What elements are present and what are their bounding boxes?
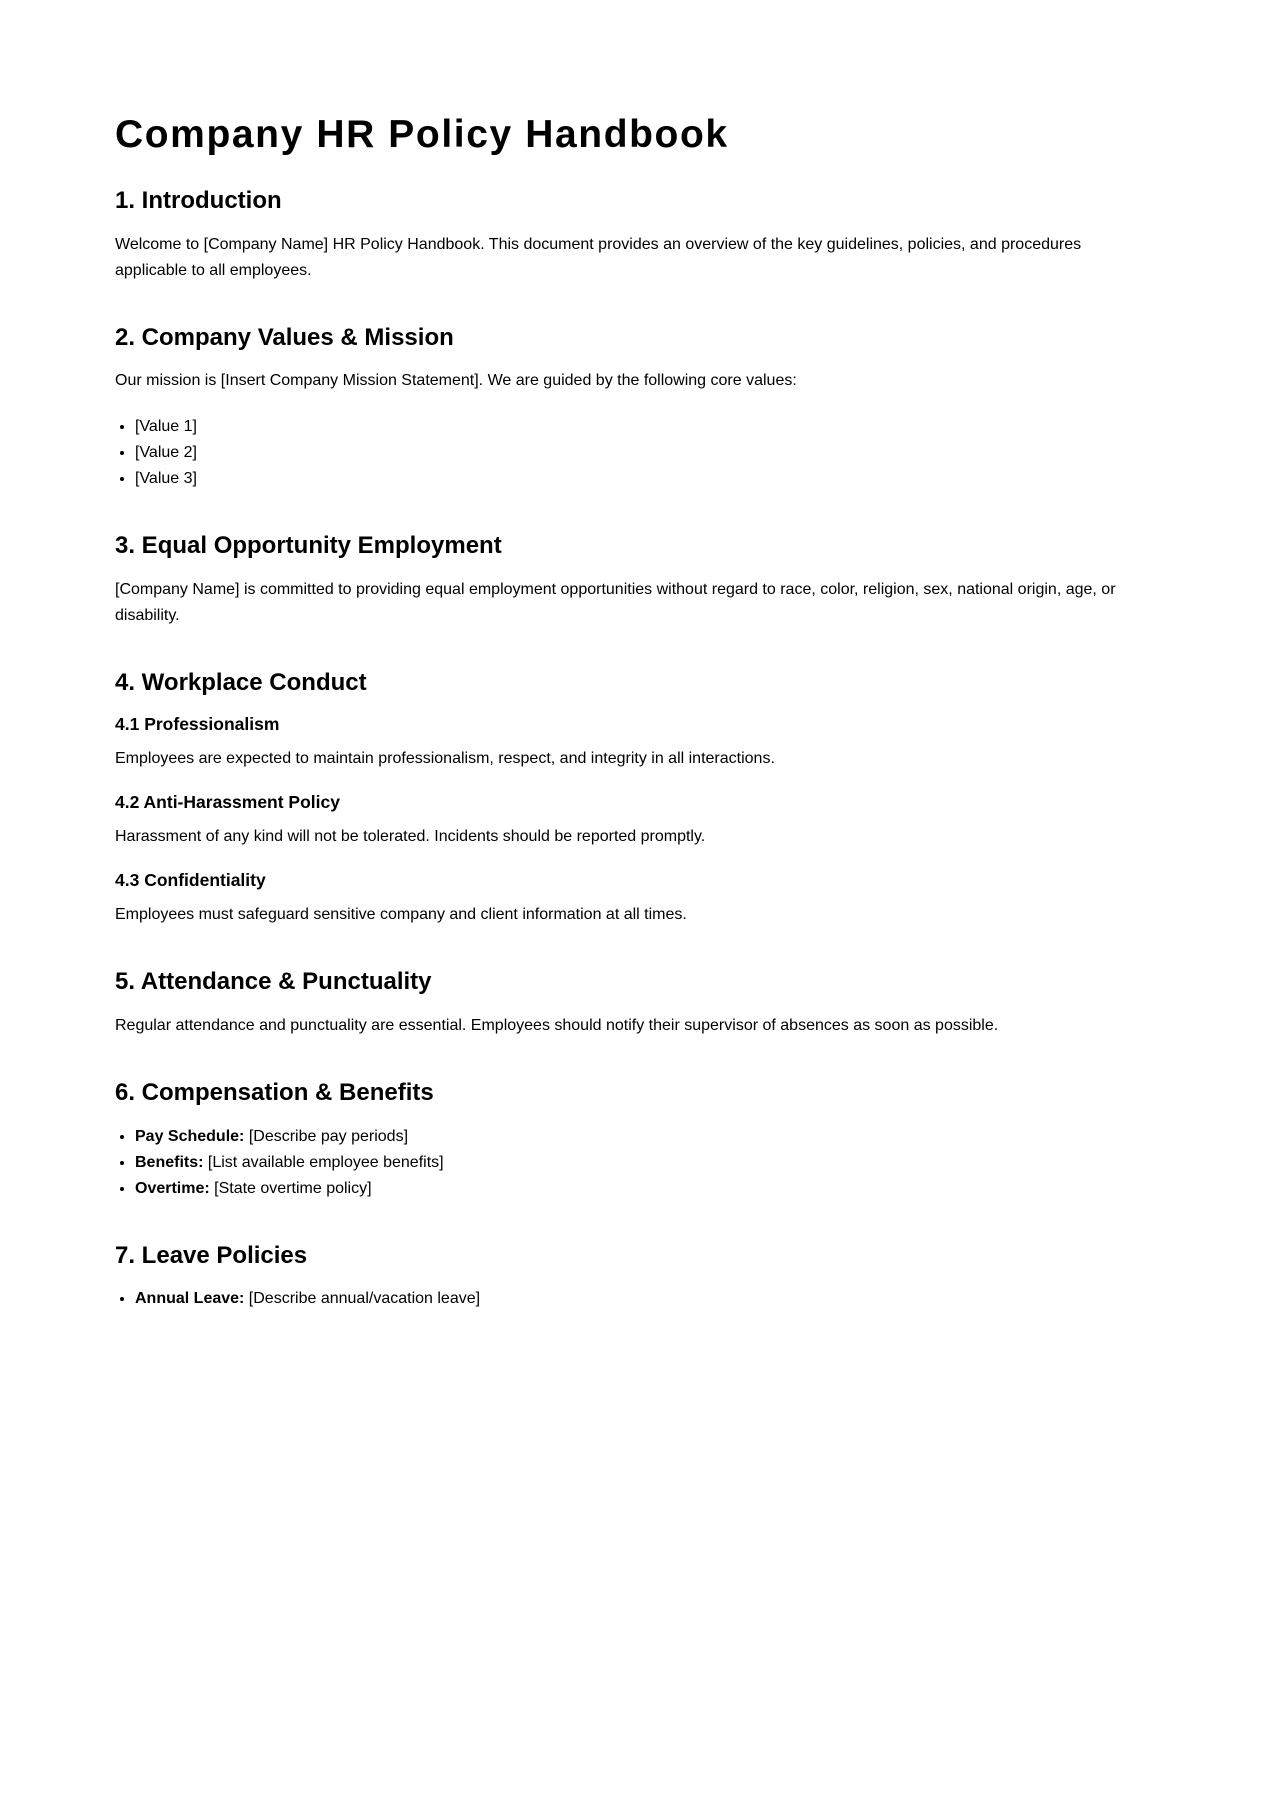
section-heading: 4. Workplace Conduct bbox=[115, 669, 367, 697]
section-paragraph: Regular attendance and punctuality are essential. Employees should notify their supervisor of absences as soon as possible. bbox=[115, 1016, 999, 1034]
leave-list bbox=[115, 1286, 1148, 1312]
section-attendance bbox=[115, 968, 1148, 1039]
subsections bbox=[115, 714, 1148, 928]
section-introduction bbox=[115, 187, 1148, 284]
list-item bbox=[135, 1176, 1148, 1202]
subsection-paragraph: Employees are expected to maintain professionalism, respect, and integrity in all interactions. bbox=[115, 749, 775, 767]
list-item bbox=[135, 1124, 1148, 1150]
list-item bbox=[135, 1150, 1148, 1176]
section-values-mission bbox=[115, 324, 1148, 493]
subsection-paragraph: Harassment of any kind will not be tolerated. Incidents should be reported promptly. bbox=[115, 827, 706, 845]
item-value: [Describe pay periods] bbox=[244, 1127, 409, 1145]
item-value: [List available employee benefits] bbox=[203, 1153, 444, 1171]
subsection-heading: 4.1 Professionalism bbox=[115, 713, 280, 734]
document-title: Company HR Policy Handbook bbox=[115, 113, 729, 156]
section-equal-opportunity bbox=[115, 532, 1148, 629]
section-paragraph: [Company Name] is committed to providing equal employment opportunities without regard to race, color, religion, sex, national origin, age, or disability. bbox=[115, 581, 1116, 625]
section-compensation bbox=[115, 1079, 1148, 1202]
section-workplace-conduct bbox=[115, 669, 1148, 928]
list-item bbox=[135, 1286, 1148, 1312]
section-leave-policies bbox=[115, 1242, 1148, 1313]
subsection-heading: 4.2 Anti-Harassment Policy bbox=[115, 791, 340, 812]
list-item: • [Value 2] bbox=[135, 440, 1148, 466]
compensation-list bbox=[115, 1124, 1148, 1202]
item-label: Overtime: bbox=[135, 1179, 210, 1197]
subsection-anti-harassment bbox=[115, 792, 1148, 850]
item-value: [State overtime policy] bbox=[209, 1179, 372, 1197]
item-label: Annual Leave: bbox=[135, 1290, 245, 1308]
item-value: [Describe annual/vacation leave] bbox=[244, 1290, 481, 1308]
section-heading: 6. Compensation & Benefits bbox=[115, 1078, 434, 1106]
section-paragraph: Our mission is [Insert Company Mission Statement]. We are guided by the following core values: bbox=[115, 372, 797, 390]
list-item: • [Value 1] bbox=[135, 414, 1148, 440]
section-heading: 2. Company Values & Mission bbox=[115, 323, 454, 351]
subsection-confidentiality bbox=[115, 870, 1148, 928]
subsection-paragraph: Employees must safeguard sensitive company and client information at all times. bbox=[115, 905, 687, 923]
item-label: Benefits: bbox=[135, 1153, 204, 1171]
list-item: • [Value 3] bbox=[135, 466, 1148, 492]
values-list bbox=[115, 414, 1148, 492]
section-heading: 7. Leave Policies bbox=[115, 1241, 308, 1269]
section-paragraph: Welcome to [Company Name] HR Policy Handbook. This document provides an overview of the key guidelines, policies, and procedures applicable to all employees. bbox=[115, 235, 1082, 279]
section-heading: 5. Attendance & Punctuality bbox=[115, 967, 432, 995]
subsection-professionalism bbox=[115, 714, 1148, 772]
section-heading: 3. Equal Opportunity Employment bbox=[115, 532, 502, 560]
subsection-heading: 4.3 Confidentiality bbox=[115, 869, 266, 890]
item-label: Pay Schedule: bbox=[135, 1127, 245, 1145]
section-heading: 1. Introduction bbox=[115, 186, 282, 214]
